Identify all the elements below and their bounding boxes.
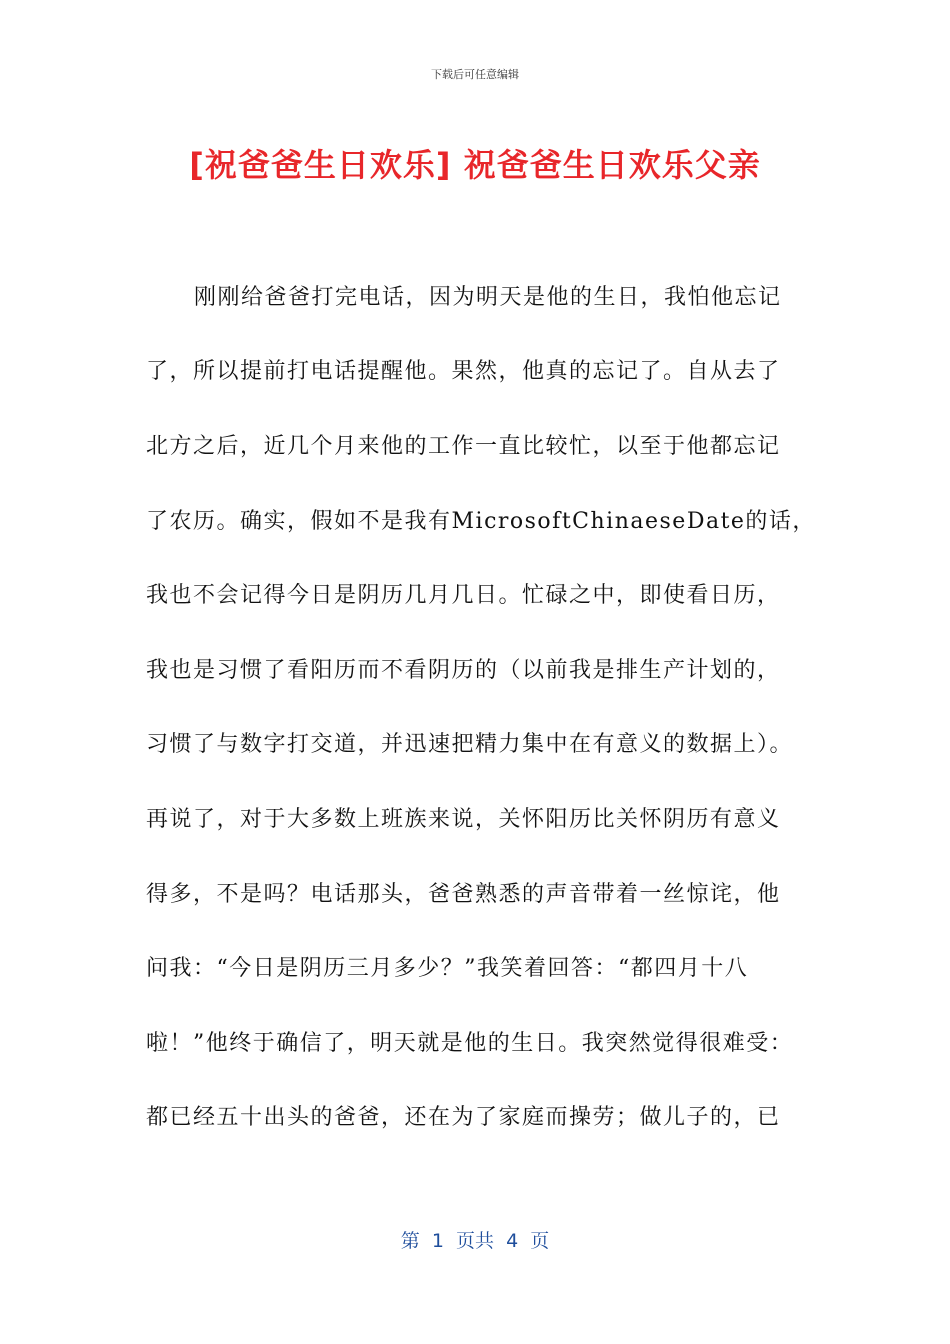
body-line: 我也不会记得今日是阴历几月几日。忙碌之中，即使看日历， <box>146 583 781 608</box>
page-number: 第 1 页共 4 页 <box>400 1230 550 1252</box>
body-line: 得多，不是吗？电话那头，爸爸熟悉的声音带着一丝惊诧，他 <box>146 882 781 907</box>
body-line: 了，所以提前打电话提醒他。果然，他真的忘记了。自从去了 <box>146 359 781 384</box>
body-line: 刚刚给爸爸打完电话，因为明天是他的生日，我怕他忘记 <box>194 285 782 310</box>
document-title: [祝爸爸生日欢乐] 祝爸爸生日欢乐父亲 <box>189 146 761 184</box>
body-line: 习惯了与数字打交道，并迅速把精力集中在有意义的数据上）。 <box>146 732 794 757</box>
header-note: 下载后可任意编辑 <box>431 68 519 81</box>
body-line: 啦！”他终于确信了，明天就是他的生日。我突然觉得很难受： <box>146 1031 794 1056</box>
body-line: 了农历。确实，假如不是我有MicrosoftChinaeseDate的话， <box>146 509 816 534</box>
body-line: 北方之后，近几个月来他的工作一直比较忙，以至于他都忘记 <box>146 434 781 459</box>
body-line: 再说了，对于大多数上班族来说，关怀阳历比关怀阴历有意义 <box>146 807 781 832</box>
body-line: 都已经五十出头的爸爸，还在为了家庭而操劳；做儿子的，已 <box>146 1105 781 1130</box>
body-line: 问我：“今日是阴历三月多少？”我笑着回答：“都四月十八 <box>146 956 749 981</box>
body-line: 我也是习惯了看阳历而不看阴历的（以前我是排生产计划的， <box>146 658 781 683</box>
